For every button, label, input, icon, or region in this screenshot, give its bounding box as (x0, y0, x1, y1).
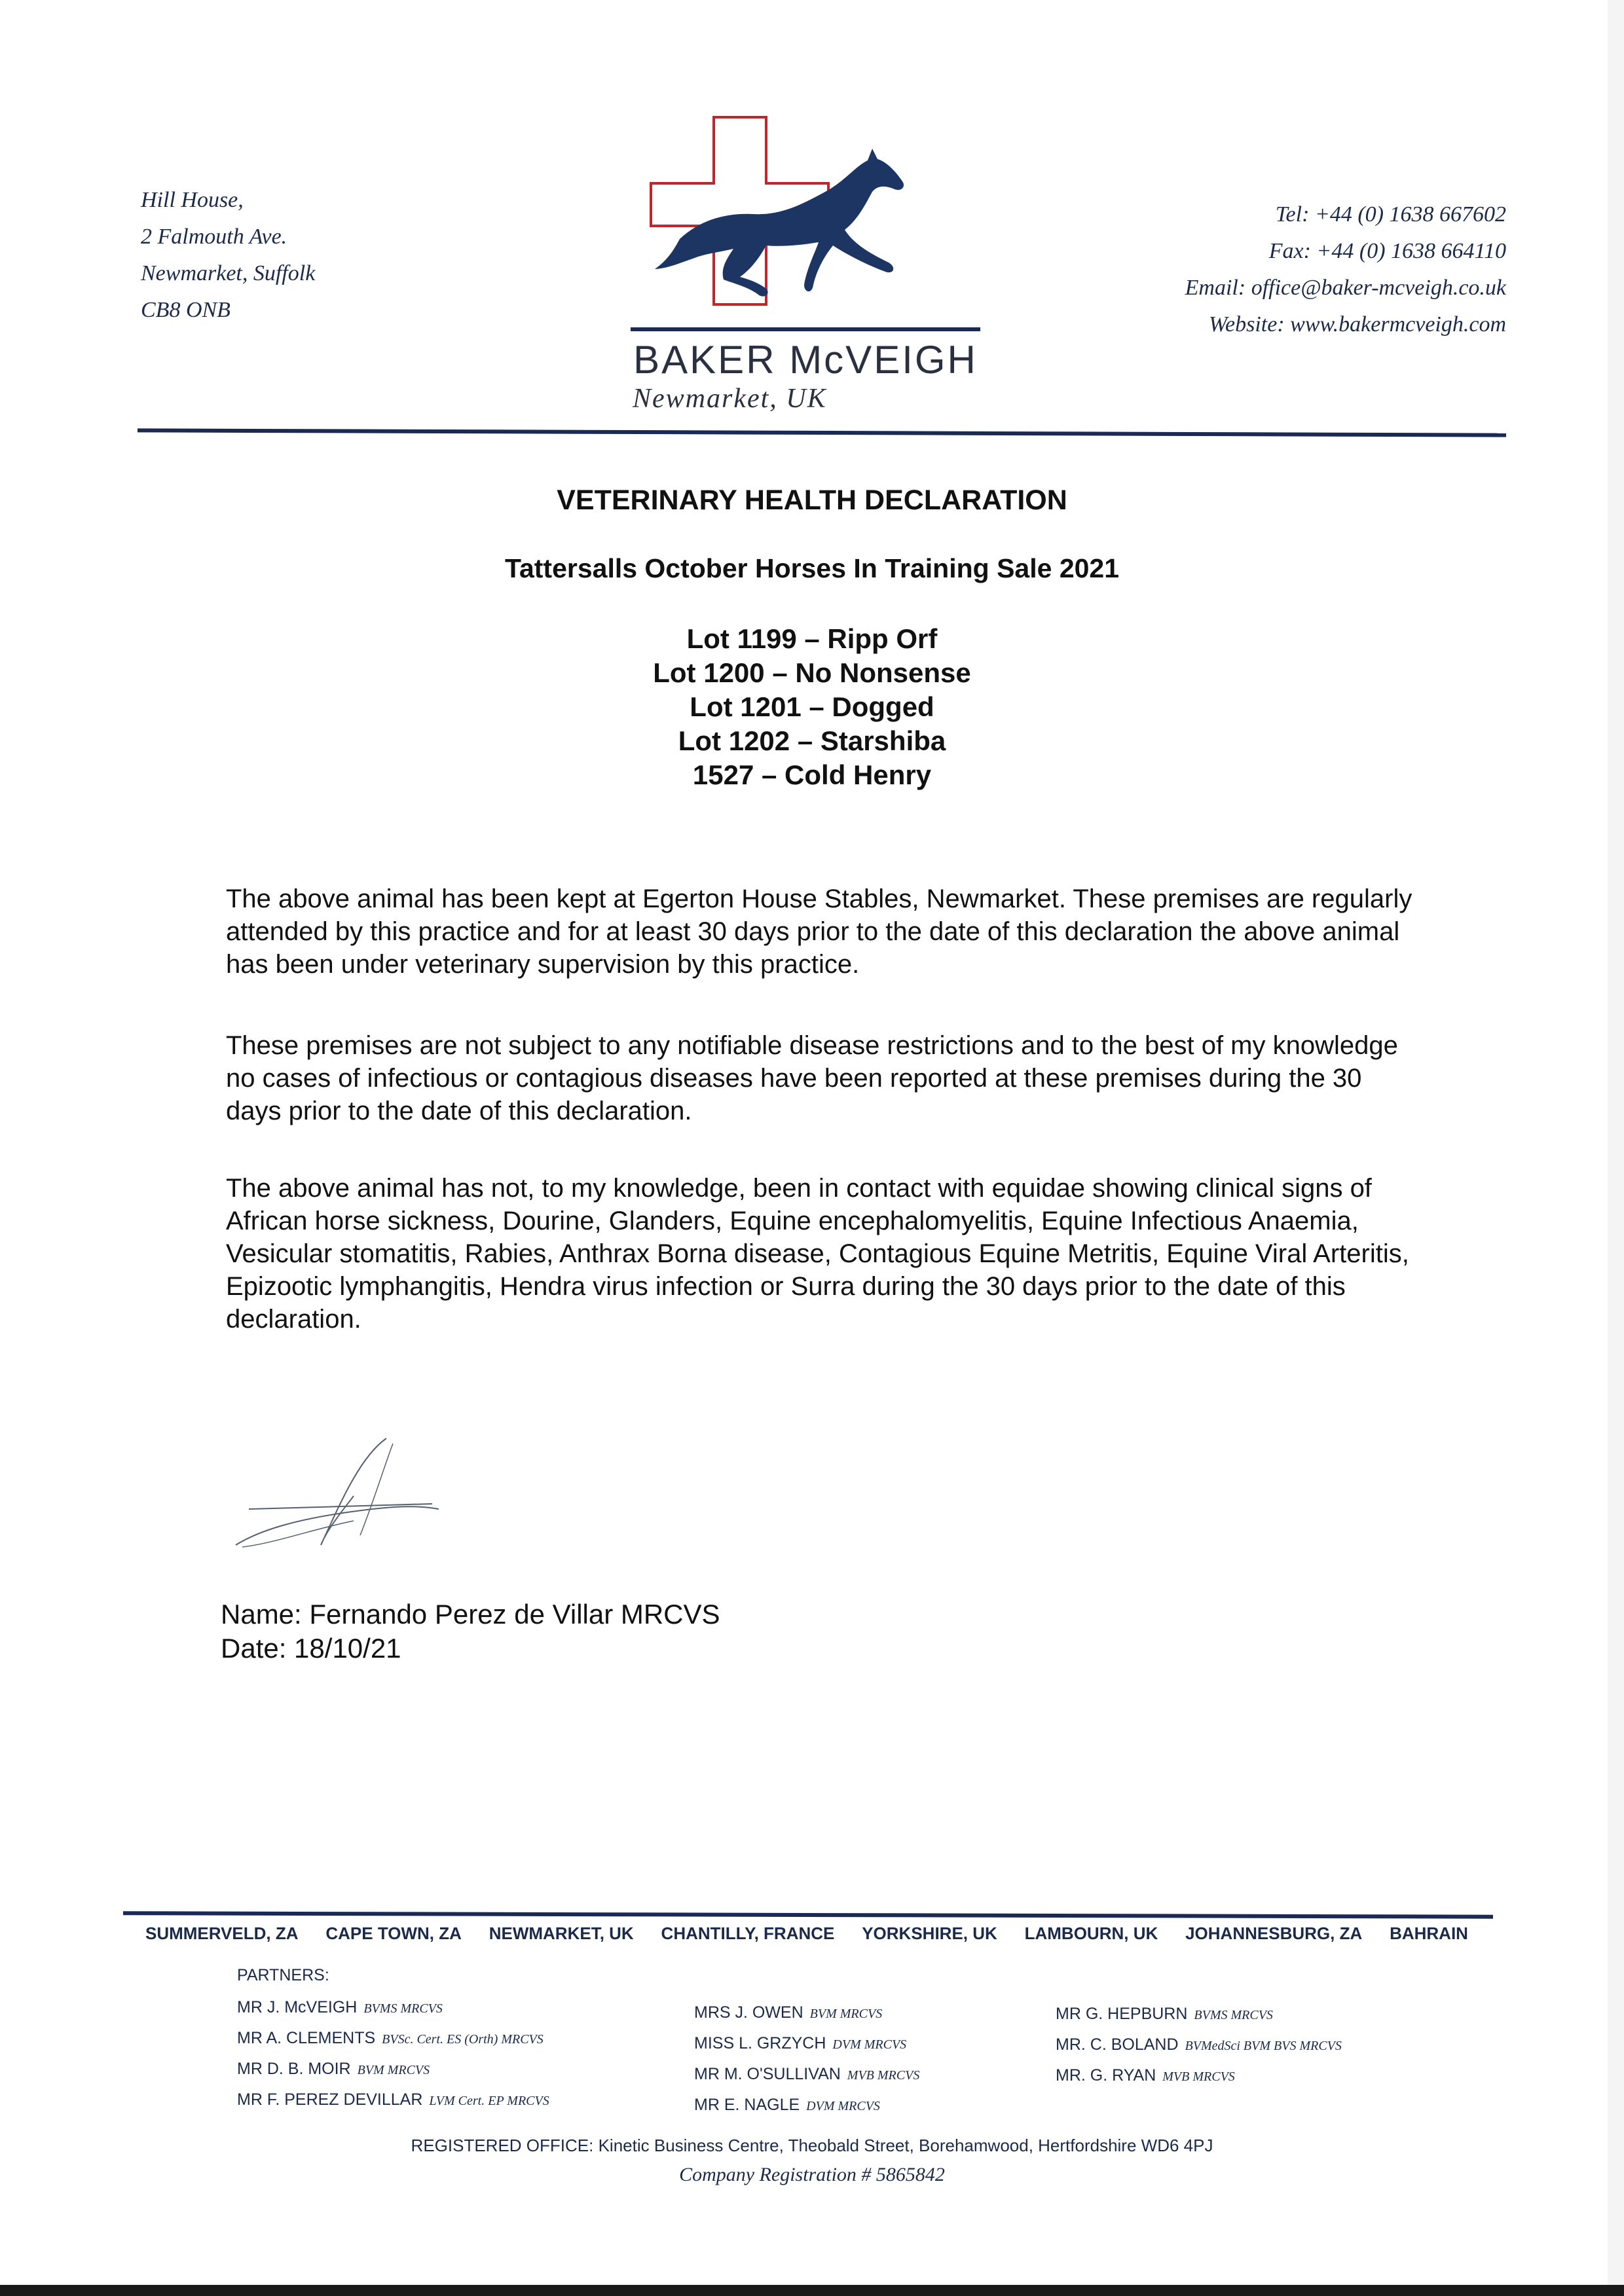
location-item: BAHRAIN (1390, 1923, 1468, 1943)
address-line: Hill House, (141, 188, 244, 212)
location-item: CAPE TOWN, ZA (325, 1923, 462, 1943)
partner-name: MR. C. BOLAND (1056, 2035, 1179, 2054)
lot-item: Lot 1201 – Dogged (690, 691, 934, 722)
address-block (141, 182, 315, 329)
footer-divider (123, 1911, 1493, 1918)
partner-quals: MVB MRCVS (847, 2068, 920, 2083)
location-item: JOHANNESBURG, ZA (1185, 1923, 1363, 1943)
partner-name: MR F. PEREZ DEVILLAR (237, 2090, 423, 2109)
partner-entry (694, 1998, 919, 2029)
partner-name: MR D. B. MOIR (237, 2060, 351, 2078)
partner-entry (694, 2090, 919, 2121)
contact-block (1185, 196, 1506, 343)
partner-quals: LVM Cert. EP MRCVS (429, 2094, 549, 2108)
registered-office-label: REGISTERED OFFICE: (411, 2136, 594, 2155)
contact-website: Website: www.bakermcveigh.com (1208, 312, 1506, 337)
scan-edge (1608, 0, 1624, 2296)
contact-fax: Fax: +44 (0) 1638 664110 (1268, 239, 1506, 263)
lot-item: Lot 1199 – Ripp Orf (686, 623, 938, 654)
partner-quals: BVM MRCVS (357, 2063, 430, 2077)
registered-office-address: Kinetic Business Centre, Theobald Street, Borehamwood, Hertfordshire WD6 4PJ (598, 2136, 1213, 2155)
partner-quals: BVMS MRCVS (1194, 2008, 1273, 2022)
lot-item: Lot 1200 – No Nonsense (653, 657, 971, 688)
lot-item: Lot 1202 – Starshiba (678, 725, 946, 756)
scan-edge (0, 2285, 1624, 2296)
partner-quals: BVM MRCVS (809, 2007, 883, 2021)
partner-entry (237, 2054, 549, 2085)
partner-entry (1056, 2061, 1342, 2092)
contact-email: Email: office@baker-mcveigh.co.uk (1185, 276, 1506, 300)
partner-name: MR J. McVEIGH (237, 1998, 358, 2016)
declaration-paragraph: The above animal has been kept at Egerton House Stables, Newmarket. These premises are regularly attended by this practice and for at least 30 days prior to the date of this declaration the above animal has been under veterinary supervision by this practice. (226, 884, 1412, 979)
partners-column (237, 1993, 549, 2116)
address-line: 2 Falmouth Ave. (141, 225, 287, 249)
company-registration: Company Registration # 5865842 (679, 2164, 945, 2185)
brand-location: Newmarket, UK (633, 384, 827, 414)
signature (223, 1430, 458, 1561)
location-item: LAMBOURN, UK (1024, 1923, 1158, 1943)
location-item: YORKSHIRE, UK (862, 1923, 997, 1943)
partner-entry (237, 1993, 549, 2024)
partners-column (694, 1998, 919, 2121)
address-line: Newmarket, Suffolk (141, 261, 316, 285)
location-item: SUMMERVELD, ZA (145, 1923, 299, 1943)
partner-entry (694, 2029, 919, 2060)
declaration-paragraph: The above animal has not, to my knowledge, been in contact with equidae showing clinical signs of African horse sickness, Dourine, Glanders, Equine encephalomyelitis, Equine Infectious Anaemia, Vesicular stomatitis, Rabies, Anthrax Borna disease, Contagious Equine Metritis, Equine Viral Arteritis, Epizootic lymphangitis, Hendra virus infection or Surra during the 30 days prior to the date of this declaration. (226, 1174, 1409, 1334)
declaration-date: Date: 18/10/21 (221, 1633, 401, 1664)
partner-entry (1056, 2030, 1342, 2061)
partner-entry (237, 2024, 549, 2054)
signature-icon (223, 1430, 458, 1561)
partner-name: MISS L. GRZYCH (694, 2034, 826, 2052)
brand-name: BAKER McVEIGH (633, 338, 978, 382)
partner-quals: BVMS MRCVS (363, 2001, 443, 2016)
partner-entry (694, 2060, 919, 2090)
sale-title: Tattersalls October Horses In Training Sale 2021 (504, 553, 1120, 583)
partner-name: MRS J. OWEN (694, 2003, 803, 2022)
partner-entry (237, 2085, 549, 2116)
contact-tel: Tel: +44 (0) 1638 667602 (1275, 202, 1506, 227)
document-title: VETERINARY HEALTH DECLARATION (557, 484, 1067, 516)
partner-entry (1056, 1999, 1342, 2030)
location-item: NEWMARKET, UK (489, 1923, 634, 1943)
lot-item: 1527 – Cold Henry (692, 759, 932, 790)
signatory-name: Name: Fernando Perez de Villar MRCVS (221, 1599, 720, 1630)
partner-quals: BVMedSci BVM BVS MRCVS (1185, 2039, 1342, 2053)
partner-name: MR. G. RYAN (1056, 2066, 1156, 2085)
partner-quals: BVSc. Cert. ES (Orth) MRCVS (382, 2032, 544, 2047)
lot-list (0, 622, 1624, 792)
partner-quals: DVM MRCVS (806, 2099, 880, 2113)
partners-column (1056, 1999, 1342, 2092)
address-line: CB8 ONB (141, 298, 231, 322)
partner-quals: DVM MRCVS (832, 2037, 907, 2052)
partner-name: MR G. HEPBURN (1056, 2005, 1188, 2023)
location-item: CHANTILLY, FRANCE (661, 1923, 835, 1943)
office-locations (145, 1923, 1468, 1944)
registered-office (0, 2136, 1624, 2156)
partner-quals: MVB MRCVS (1162, 2069, 1235, 2084)
header-divider (138, 428, 1506, 437)
partner-name: MR M. O'SULLIVAN (694, 2065, 841, 2083)
declaration-paragraph: These premises are not subject to any notifiable disease restrictions and to the best of my knowledge no cases of infectious or contagious diseases have been reported at these premises during the 30 days prior to the date of this declaration. (226, 1031, 1398, 1125)
partner-name: MR A. CLEMENTS (237, 2029, 376, 2047)
partner-name: MR E. NAGLE (694, 2096, 800, 2114)
partners-label: PARTNERS: (237, 1966, 329, 1984)
